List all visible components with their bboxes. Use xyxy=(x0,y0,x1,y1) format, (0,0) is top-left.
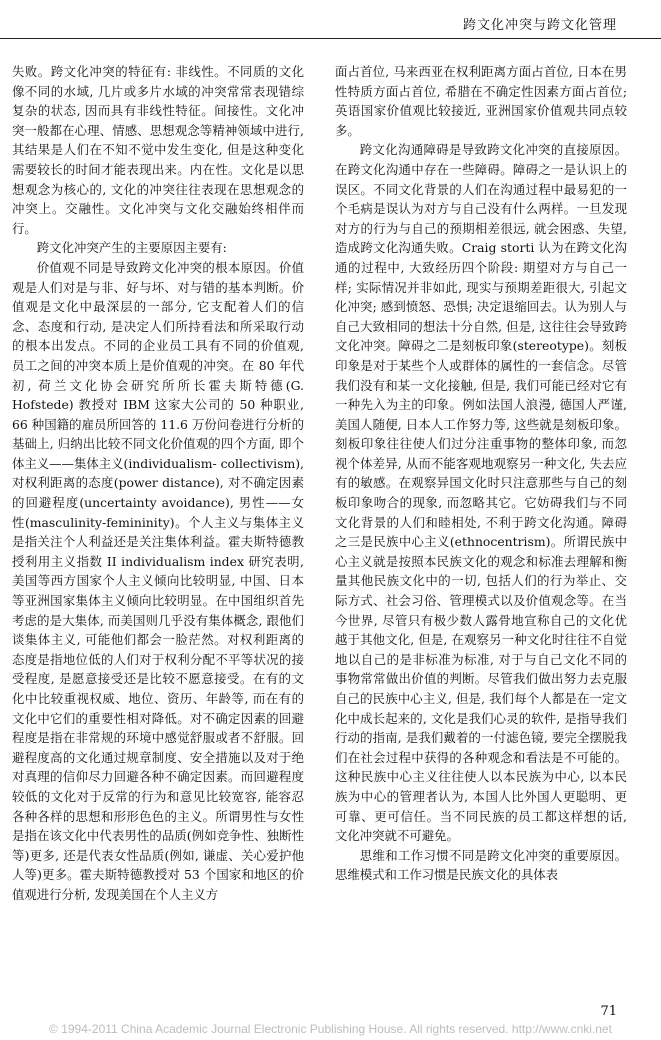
running-header xyxy=(0,0,661,40)
paragraph: 价值观不同是导致跨文化冲突的根本原因。价值观是人们对是与非、好与坏、对与错的基本判断。价值观是文化中最深层的一部分, 它支配着人们的信念、态度和行动, 是决定人们所持看法和所采取行动的根本出发点。不同的企业员工具有不同的价值观, 员工之间的冲突本质上是价值观的冲突。在 80 年代初, 荷兰文化协会研究所所长霍夫斯特德(G. Hofstede) 教授对 IBM 这家大公司的 50 种职业, 66 种国籍的雇员所回答的 11.6 万份问卷进行分析的基础上, 归纳出比较不同文化价值观的四个方面, 即个体主义——集体主义(individualism- collectivism), 对权利距离的态度(power distance), 对不确定因素的回避程度(uncertainty avoidance), 男性——女性(masculinity-femininity)。个人主义与集体主义是指关注个人利益还是关注集体利益。霍夫斯特德教授利用主义指数 II individualism index 研究表明, 美国等西方国家个人主义倾向比较明显, 中国、日本等亚洲国家集体主义倾向比较明显。在中国组织首先考虑的是大集体, 而美国则几乎没有集体概念, 跟他们谈集体主义, 可能他们都会一脸茫然。对权利距离的态度是指地位低的人们对于权利分配不平等状况的接受程度, 是愿意接受还是比较不愿意接受。在有的文化中比较重视权威、地位、资历、年龄等, 而在有的文化中它们的重要性相对降低。对不确定因素的回避程度是指在非常规的环境中感觉舒服或者不舒服。回避程度高的文化通过规章制度、安全措施以及对于绝对真理的信仰尽力回避各种不确定因素。而回避程度较低的文化对于反常的行为和意见比较宽容, 能容忍各种各样的思想和形形色色的主义。所谓男性与女性是指在该文化中代表男性的品质(例如竞争性、独断性等)更多, 还是代表女性品质(例如, 谦虚、关心爱护他人等)更多。霍夫斯特德教授对 53 个国家和地区的价值观进行分析, 发现美国在个人主义方 xyxy=(12,259,304,902)
paragraph: 思维和工作习惯不同是跨文化冲突的重要原因。思维模式和工作习惯是民族文化的具体表 xyxy=(335,847,627,883)
paragraph: 面占首位, 马来西亚在权利距离方面占首位, 日本在男性特质方面占首位, 希腊在不确定性因素方面占首位; 英语国家价值观比较接近, 亚洲国家价值观共同点较多。 xyxy=(335,64,627,138)
header-rule xyxy=(0,38,661,39)
copyright-footer: © 1994-2011 China Academic Journal Electronic Publishing House. All rights reserved. http://www.cnki.net xyxy=(49,1022,612,1036)
page-number: 71 xyxy=(600,1004,617,1019)
left-column xyxy=(12,62,304,905)
paragraph: 失败。跨文化冲突的特征有: 非线性。不同质的文化像不同的水域, 几片或多片水域的冲突常常表现错综复杂的状态, 因而具有非线性特征。间接性。文化冲突一般都在心理、情感、思想观念等精神领域中进行, 其结果是人们在不知不觉中发生变化, 但是这种变化需要较长的时间才能表现出来。内在性。文化是以思想观念为核心的, 文化的冲突往往表现在思想观念的冲突上。交融性。文化冲突与文化交融始终相伴而行。 xyxy=(12,64,304,236)
paragraph: 跨文化沟通障碍是导致跨文化冲突的直接原因。在跨文化沟通中存在一些障碍。障碍之一是认识上的误区。不同文化背景的人们在沟通过程中最易犯的一个毛病是误认为对方与自己没有什么两样。一旦发现对方的行为与自己的预期相差很远, 就会困惑、失望, 造成跨文化沟通失败。Craig storti 认为在跨文化沟通的过程中, 大致经历四个阶段: 期望对方与自己一样; 实际情况并非如此, 现实与预期差距很大, 引起文化冲突; 感到愤怒、恐惧; 决定退缩回去。认为别人与自己大致相同的想法十分自然, 但是, 这往往会导致跨文化冲突。障碍之二是刻板印象(stereotype)。刻板印象是对于某些个人或群体的属性的一套信念。尽管我们没有和某一文化接触, 但是, 我们可能已经对它有一种先入为主的印象。例如法国人浪漫, 德国人严谨, 美国人随便, 日本人工作努力等, 这些就是刻板印象。刻板印象往往使人们过分注重事物的整体印象, 而忽视个体差异, 从而不能客观地观察另一种文化, 失去应有的敏感。在观察异国文化时只注意那些与自己的刻板印象吻合的现象, 而忽略其它。它妨碍我们与不同文化背景的人们和睦相处, 不利于跨文化沟通。障碍之三是民族中心主义(ethnocentrism)。所谓民族中心主义就是按照本民族文化的观念和标准去理解和衡量其他民族文化中的一切, 包括人们的行为举止、交际方式、社会习俗、管理模式以及价值观念等。在当今世界, 尽管只有极少数人露骨地宣称自己的文化优越于其他文化, 但是, 在观察另一种文化时往往不自觉地以自己的是非标准为标准, 对于与自己文化不同的事物常常做出价值的判断。尽管我们做出努力去克服自己的民族中心主义, 但是, 我们每个人都是在一定文化中成长起来的, 文化是我们心灵的软件, 是指导我们行动的指南, 是我们戴着的一付滤色镜, 要完全摆脱我们在社会过程中获得的各种观念和看法是不可能的。这种民族中心主义往往使人以本民族为中心, 以本民族为中心的管理者认为, 本国人比外国人更聪明、更可靠、更可信任。当不同民族的员工都这样想的话, 文化冲突就不可避免。 xyxy=(335,142,627,844)
running-title: 跨文化冲突与跨文化管理 xyxy=(462,18,617,33)
paragraph: 跨文化冲突产生的主要原因主要有: xyxy=(36,240,227,256)
right-column xyxy=(335,62,627,885)
